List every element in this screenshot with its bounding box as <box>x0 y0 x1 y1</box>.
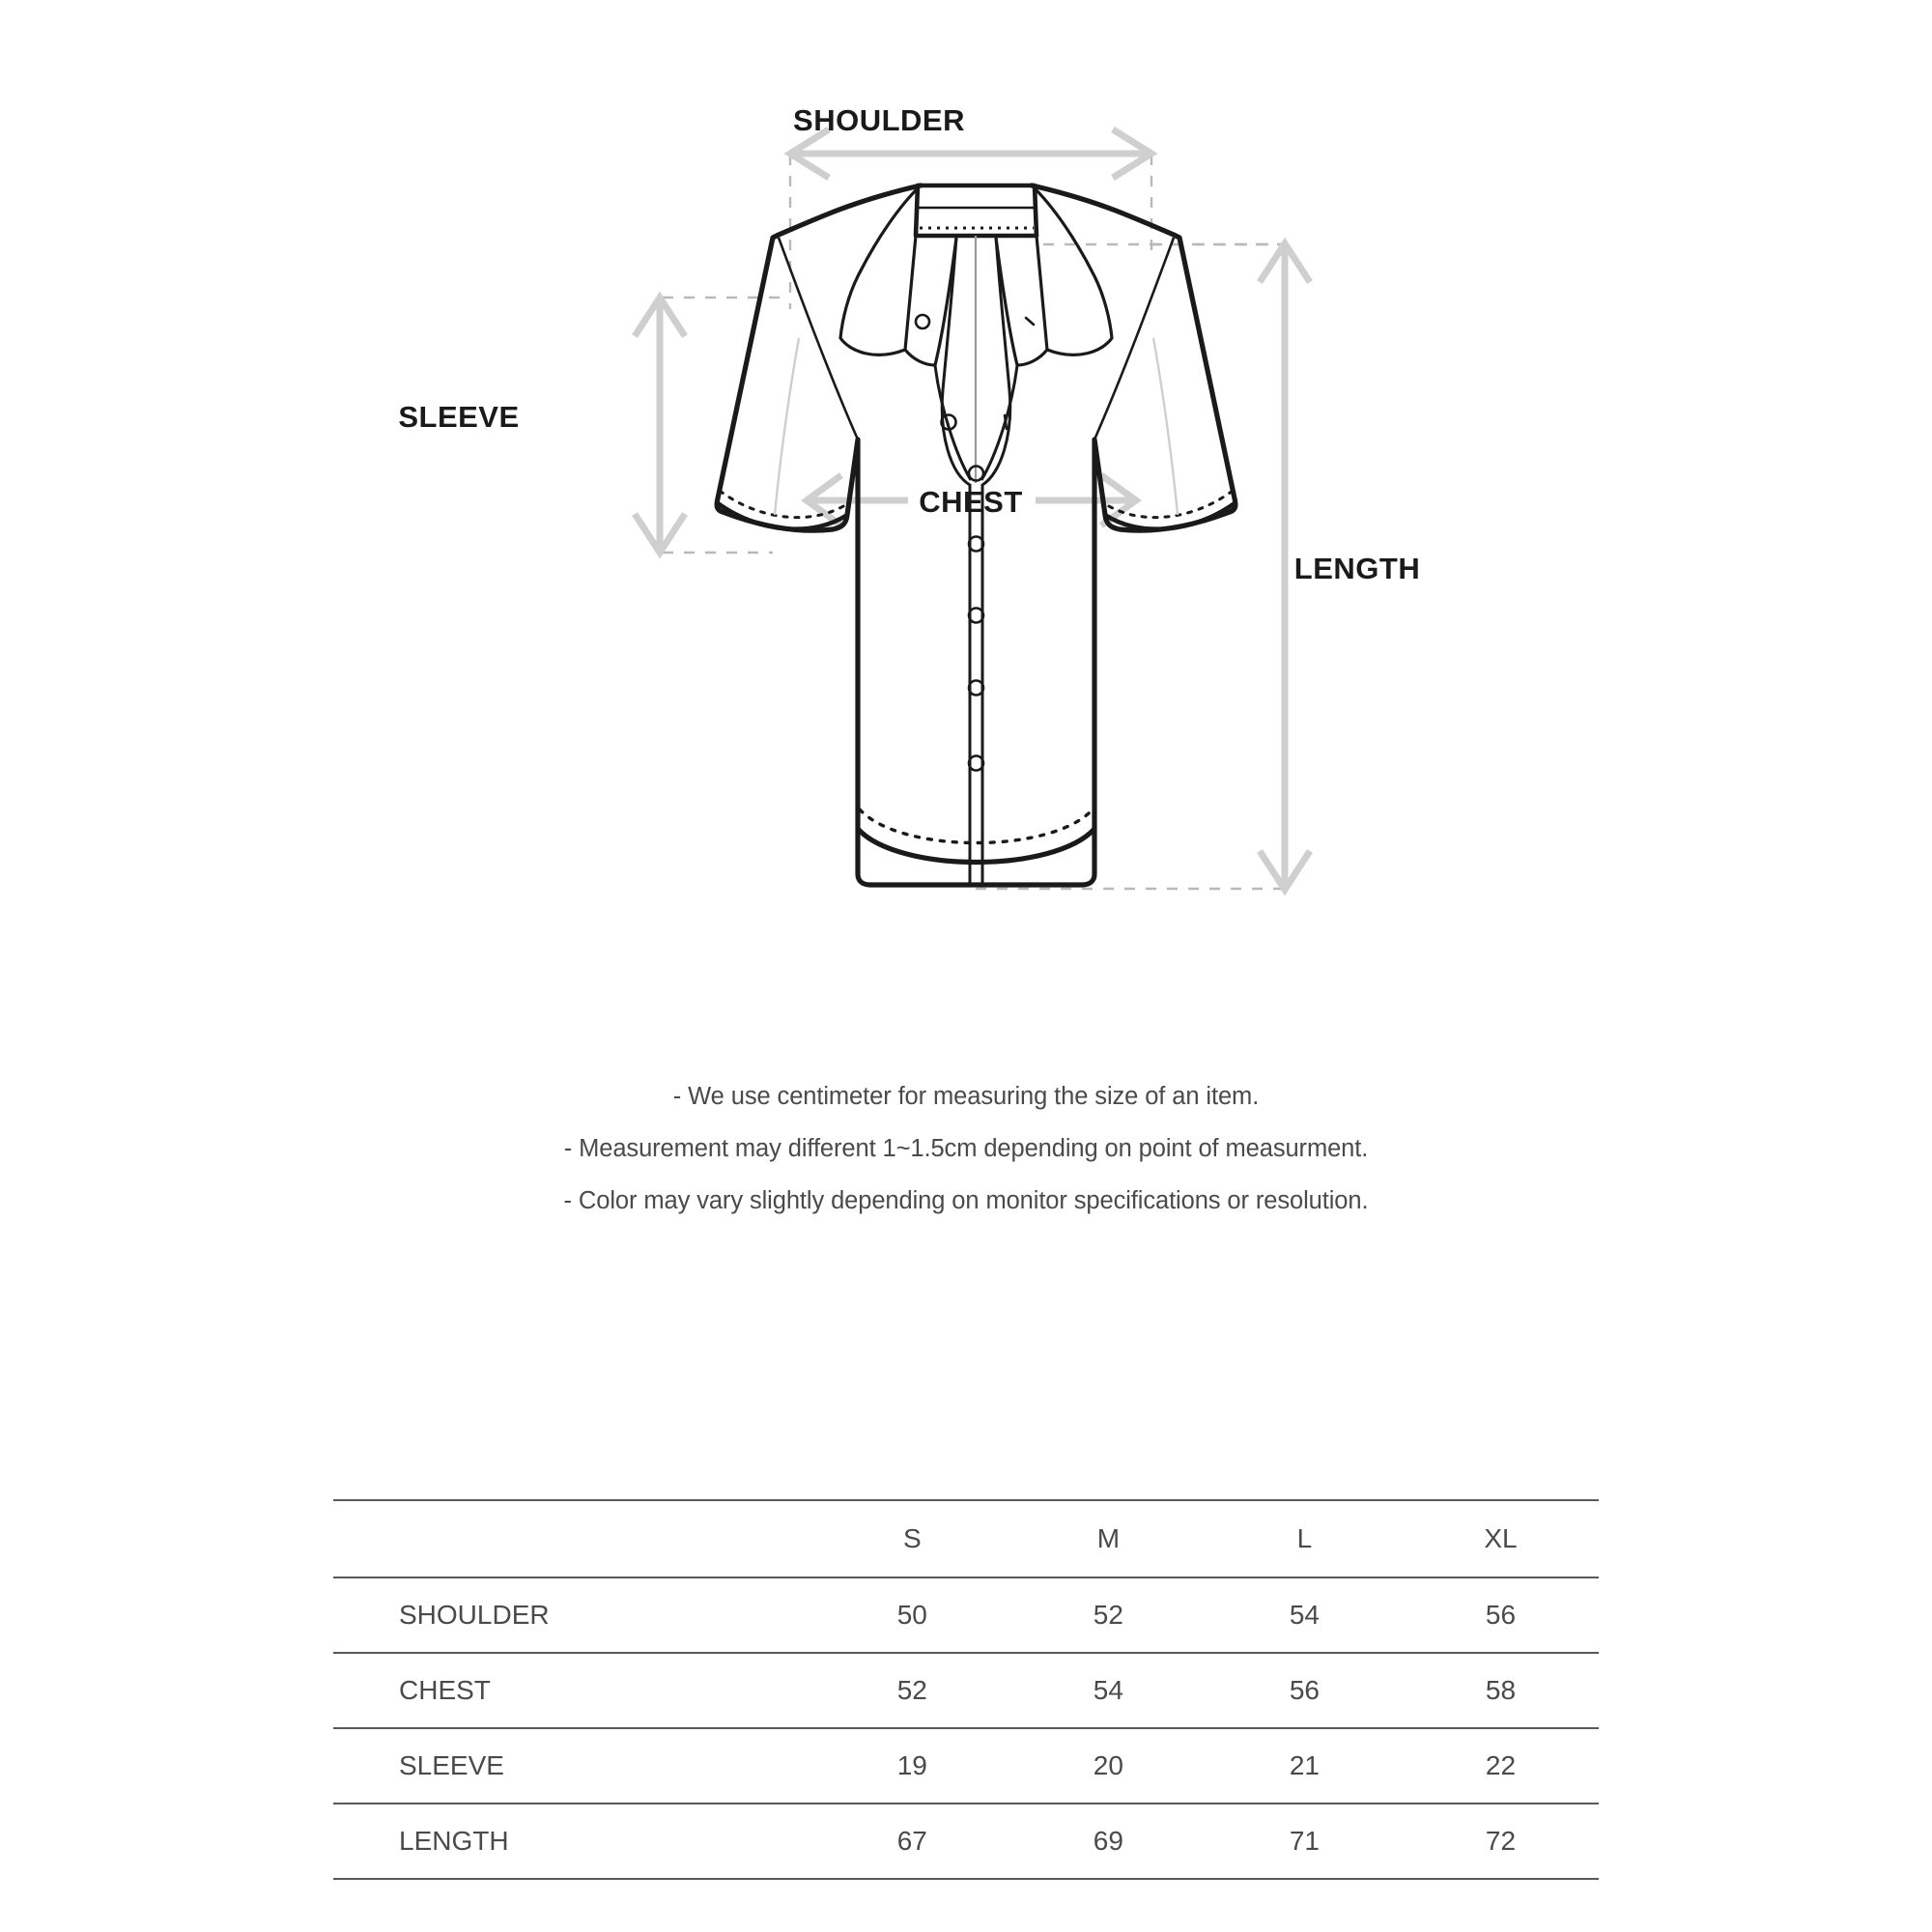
cell-shoulder-m: 52 <box>1093 1600 1123 1630</box>
cell-shoulder-l: 54 <box>1289 1600 1320 1630</box>
sleeve-dimension-label: SLEEVE <box>398 400 520 434</box>
table-row <box>333 1804 1599 1879</box>
right-collar-leaf <box>996 236 1047 365</box>
placket-left-edge <box>942 238 970 885</box>
row-label-length: LENGTH <box>399 1826 509 1856</box>
shirt-hem-stitch <box>860 810 1093 843</box>
cell-length-xl: 72 <box>1485 1826 1517 1856</box>
header-corner <box>333 1500 814 1577</box>
cell-chest-xl: 58 <box>1485 1675 1517 1705</box>
shirt-illustration <box>717 185 1236 885</box>
right-sleeve-shade <box>1153 338 1178 515</box>
cell-chest-l: 56 <box>1289 1675 1320 1705</box>
size-table-container <box>333 1499 1599 1880</box>
left-collar-button <box>916 315 929 328</box>
placket-right-edge <box>982 238 1010 885</box>
cell-chest-m: 54 <box>1093 1675 1123 1705</box>
cell-sleeve-l: 21 <box>1289 1750 1320 1780</box>
header-size-m: M <box>1096 1523 1121 1553</box>
table-row <box>333 1728 1599 1804</box>
row-label-shoulder: SHOULDER <box>399 1600 550 1630</box>
cell-chest-s: 52 <box>896 1675 927 1705</box>
cell-sleeve-m: 20 <box>1093 1750 1123 1780</box>
cell-shoulder-xl: 56 <box>1485 1600 1517 1630</box>
row-label-sleeve: SLEEVE <box>399 1750 504 1780</box>
size-table <box>333 1499 1599 1880</box>
header-size-s: S <box>902 1523 922 1553</box>
cell-shoulder-s: 50 <box>896 1600 927 1630</box>
shoulder-dimension-label: SHOULDER <box>793 103 965 137</box>
collar-stand <box>916 185 1037 236</box>
chest-dimension-label: CHEST <box>919 485 1023 519</box>
cell-length-s: 67 <box>896 1826 927 1856</box>
note-line: - Color may vary slightly depending on monitor specifications or resolution. <box>563 1187 1369 1214</box>
length-dimension-label: LENGTH <box>1293 552 1421 585</box>
table-row <box>333 1653 1599 1728</box>
table-header-row <box>333 1500 1599 1577</box>
size-table-body <box>333 1577 1599 1879</box>
note-line: - Measurement may different 1~1.5cm depending on point of measurment. <box>563 1135 1369 1162</box>
header-size-l: L <box>1296 1523 1313 1553</box>
table-row <box>333 1577 1599 1653</box>
left-sleeve-hem-stitch <box>720 491 848 518</box>
left-sleeve-shade <box>775 338 799 515</box>
header-size-xl: XL <box>1484 1523 1518 1553</box>
cell-sleeve-s: 19 <box>896 1750 927 1780</box>
note-line: - We use centimeter for measuring the size of an item. <box>672 1083 1260 1110</box>
cell-length-l: 71 <box>1289 1826 1320 1856</box>
shirt-hem-curve <box>858 829 1094 863</box>
left-armhole-seam <box>779 238 858 440</box>
size-table-head <box>333 1500 1599 1577</box>
right-armhole-seam <box>1094 238 1174 440</box>
row-label-chest: CHEST <box>399 1675 491 1705</box>
cell-sleeve-xl: 22 <box>1485 1750 1517 1780</box>
cell-length-m: 69 <box>1093 1826 1123 1856</box>
left-collar-leaf <box>905 236 956 365</box>
measurement-notes <box>0 1070 1932 1227</box>
right-collar-buttonhole <box>1026 318 1034 325</box>
